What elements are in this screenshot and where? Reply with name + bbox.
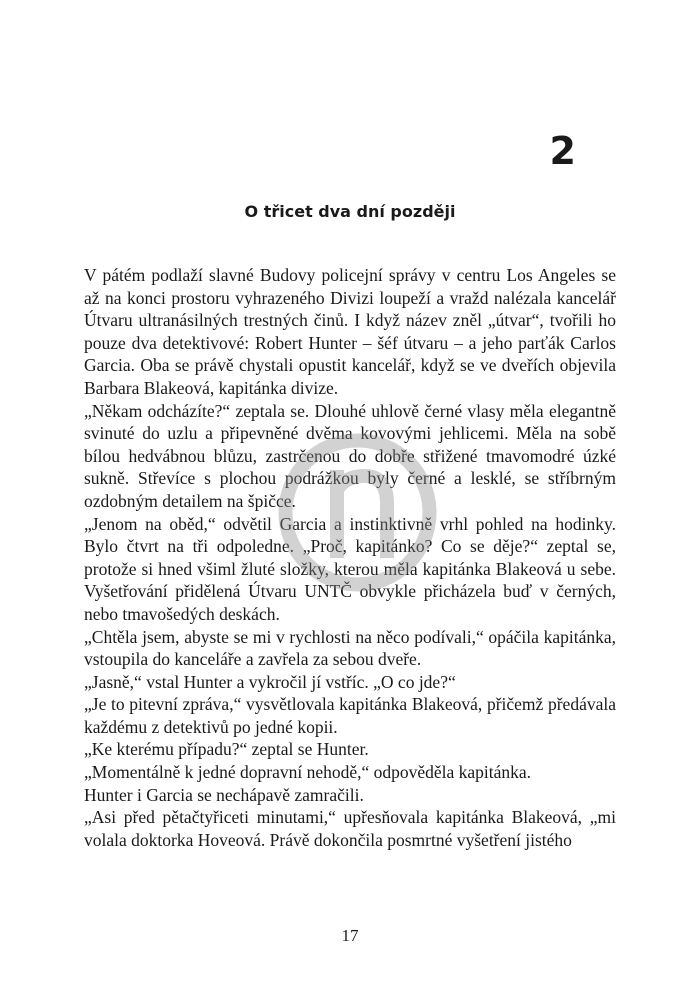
- chapter-title: O třicet dva dní později: [244, 202, 456, 221]
- paragraph: „Momentálně k jedné dopravní nehodě,“ odpověděla kapitánka.: [84, 762, 532, 783]
- paragraph: „Je to pitevní zpráva,“ vysvětlovala kapitánka Blakeová, přičemž předávala každému z detektivů po jedné kopii.: [84, 694, 616, 737]
- chapter-number: 2: [549, 129, 576, 173]
- paragraph: Hunter i Garcia se nechápavě zamračili.: [84, 784, 364, 805]
- paragraph: „Jenom na oběd,“ odvětil Garcia a instinktivně vrhl pohled na hodinky. Bylo čtvrt na tři odpoledne. „Proč, kapitánko? Co se děje?“ zeptal se, protože si hned všiml žluté složky, kterou měla kapitánka Blakeová u sebe. Vyšetřování přidělená Útvaru UNTČ obvykle přicházela buď v černých, nebo tmavošedých deskách.: [84, 513, 616, 624]
- paragraph: „Chtěla jsem, abyste se mi v rychlosti na něco podívali,“ opáčila kapitánka, vstoupila do kanceláře a zavřela za sebou dveře.: [84, 626, 616, 670]
- chapter-body: [84, 264, 616, 851]
- paragraph: „Ke kterému případu?“ zeptal se Hunter.: [84, 739, 369, 760]
- paragraph: V pátém podlaží slavné Budovy policejní správy v centru Los Angeles se až na konci prostoru vyhrazeného Divizi loupeží a vražd nalézala kancelář Útvaru ultranásilných trestných činů. I když název zněl „útvar“, tvořili ho pouze dva detektivové: Robert Hunter – šéf útvaru – a jeho parťák Carlos Garcia. Oba se právě chystali opustit kancelář, když se ve dveřích objevila Barbara Blakeová, kapitánka divize.: [84, 265, 616, 398]
- page-number: 17: [341, 926, 359, 945]
- paragraph: „Asi před pětačtyřiceti minutami,“ upřesňovala kapitánka Blakeová, „mi volala doktorka Hoveová. Právě dokončila posmrtné vyšetření jistého: [84, 807, 616, 850]
- paragraph: „Někam odcházíte?“ zeptala se. Dlouhé uhlově černé vlasy měla elegantně svinuté do uzlu a připevněné dvěma kovovými jehlicemi. Měla na sobě bílou hedvábnou blůzu, zastrčenou do dobře střižené tmavomodré úzké sukně. Střevíce s plochou podrážkou byly černé a lesklé, se stříbrným ozdobným detailem na špičce.: [84, 400, 616, 511]
- paragraph: „Jasně,“ vstal Hunter a vykročil jí vstříc. „O co jde?“: [84, 671, 456, 692]
